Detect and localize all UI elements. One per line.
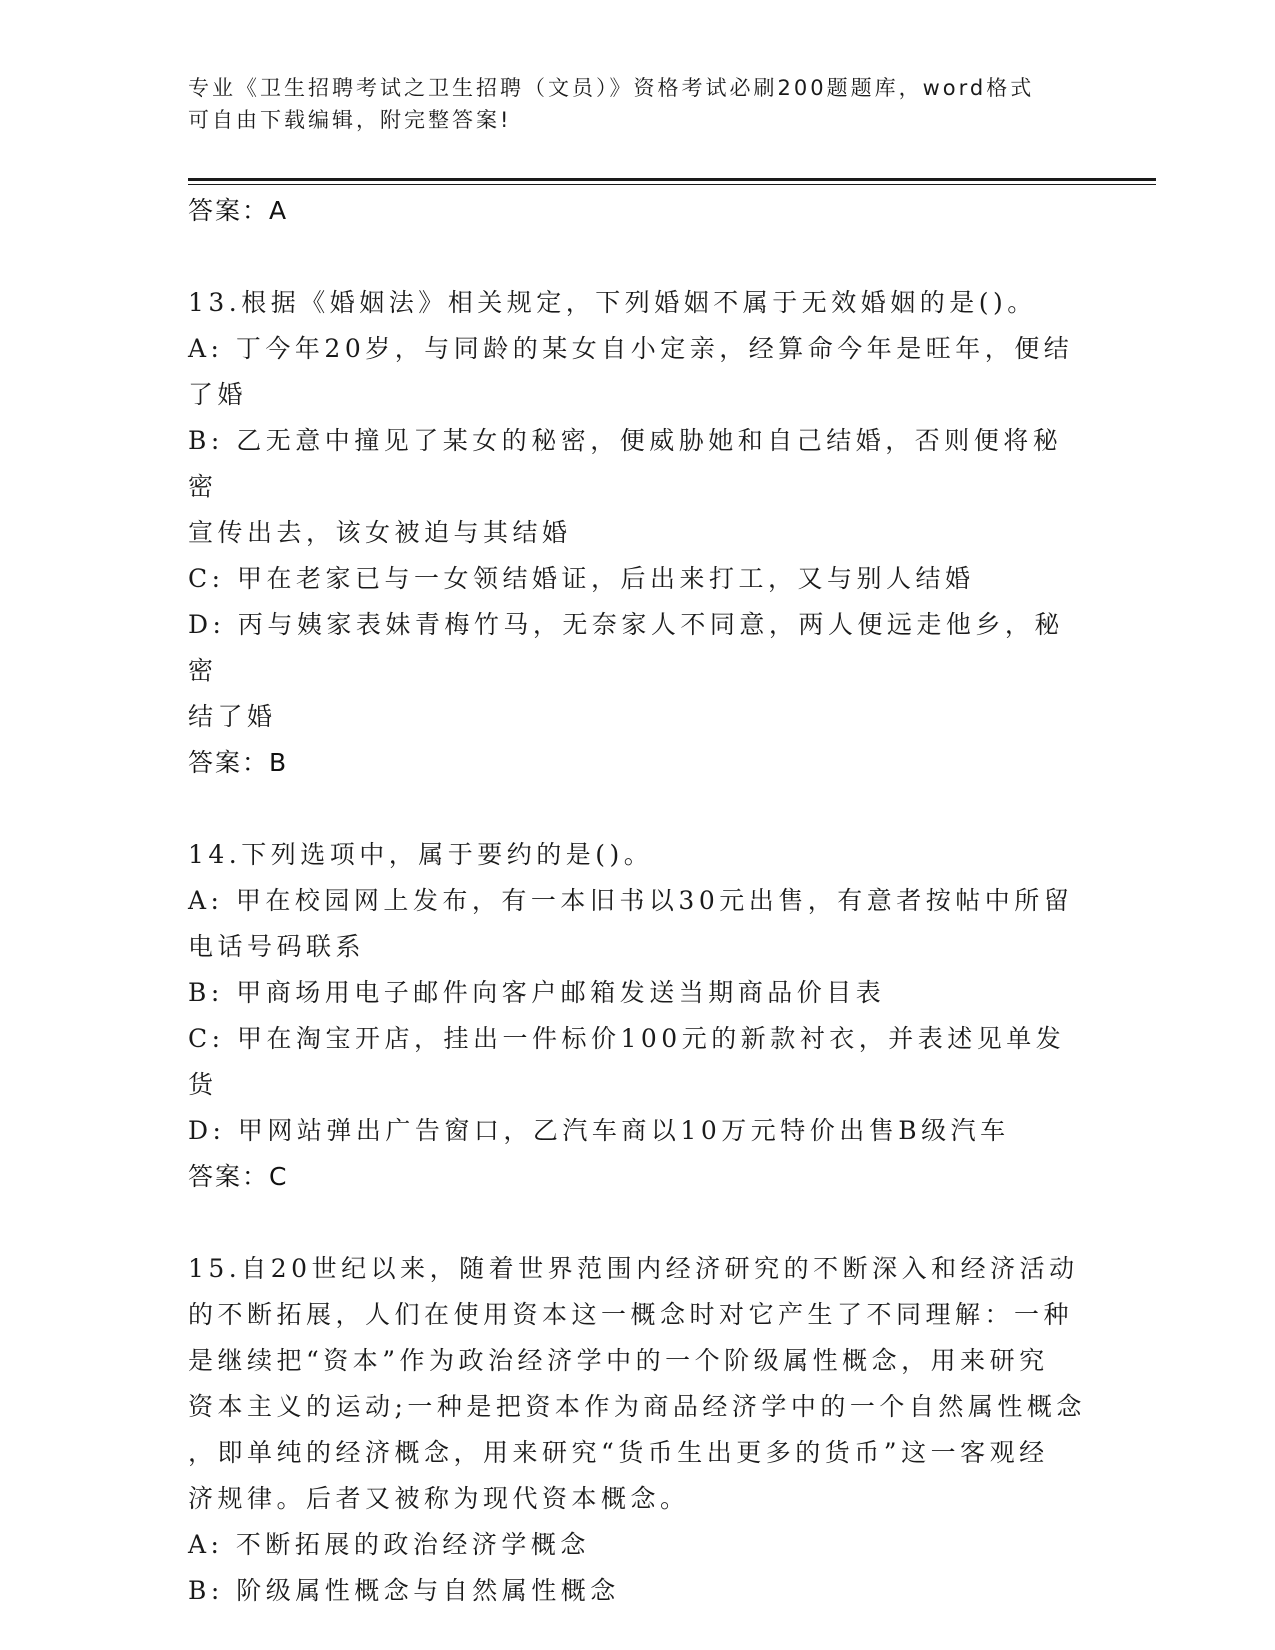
question-14	[188, 832, 1088, 1200]
question-15	[188, 1246, 1088, 1614]
question-text: 13.根据《婚姻法》相关规定，下列婚姻不属于无效婚姻的是()。	[188, 288, 1037, 317]
answer-label: 答案：B	[188, 748, 289, 777]
option-b: B: 甲商场用电子邮件向客户邮箱发送当期商品价目表	[188, 978, 886, 1007]
question-text-line: 资本主义的运动;一种是把资本作为商品经济学中的一个自然属性概念	[188, 1392, 1086, 1421]
option-a: A: 甲在校园网上发布，有一本旧书以30元出售，有意者按帖中所留	[188, 886, 1074, 915]
option-d: D: 丙与姨家表妹青梅竹马，无奈家人不同意，两人便远走他乡，秘密	[188, 610, 1064, 685]
question-text-line: ，即单纯的经济概念，用来研究“货币生出更多的货币”这一客观经	[188, 1438, 1049, 1467]
header-divider-thin	[188, 184, 1156, 185]
document-body	[188, 188, 1088, 1614]
option-a-continued: 电话号码联系	[188, 932, 366, 961]
header-line: 可自由下载编辑，附完整答案!	[188, 108, 512, 132]
option-a-continued: 了婚	[188, 380, 248, 409]
document-header	[188, 72, 1068, 136]
option-c: C: 甲在淘宝开店，挂出一件标价100元的新款衬衣，并表述见单发货	[188, 1024, 1066, 1099]
question-text-line: 是继续把“资本”作为政治经济学中的一个阶级属性概念，用来研究	[188, 1346, 1049, 1375]
answer-label: 答案：A	[188, 196, 289, 225]
option-b: B: 乙无意中撞见了某女的秘密，便威胁她和自己结婚，否则便将秘密	[188, 426, 1063, 501]
option-a: A: 不断拓展的政治经济学概念	[188, 1530, 590, 1559]
option-b-continued: 宣传出去，该女被迫与其结婚	[188, 518, 572, 547]
option-b: B: 阶级属性概念与自然属性概念	[188, 1576, 620, 1605]
question-text-line: 的不断拓展，人们在使用资本这一概念时对它产生了不同理解：一种	[188, 1300, 1074, 1329]
option-c: C: 甲在老家已与一女领结婚证，后出来打工，又与别人结婚	[188, 564, 975, 593]
option-d: D: 甲网站弹出广告窗口，乙汽车商以10万元特价出售B级汽车	[188, 1116, 1010, 1145]
header-line: 专业《卫生招聘考试之卫生招聘（文员）》资格考试必刷200题题库，word格式	[188, 76, 1035, 100]
question-text: 14.下列选项中，属于要约的是()。	[188, 840, 654, 869]
option-d-continued: 结了婚	[188, 702, 277, 731]
question-text: 15.自20世纪以来，随着世界范围内经济研究的不断深入和经济活动	[188, 1254, 1079, 1283]
question-13	[188, 280, 1088, 786]
header-divider-thick	[188, 178, 1156, 181]
option-a: A: 丁今年20岁，与同龄的某女自小定亲，经算命今年是旺年，便结	[188, 334, 1074, 363]
answer-label: 答案：C	[188, 1162, 289, 1191]
question-text-line: 济规律。后者又被称为现代资本概念。	[188, 1484, 690, 1513]
